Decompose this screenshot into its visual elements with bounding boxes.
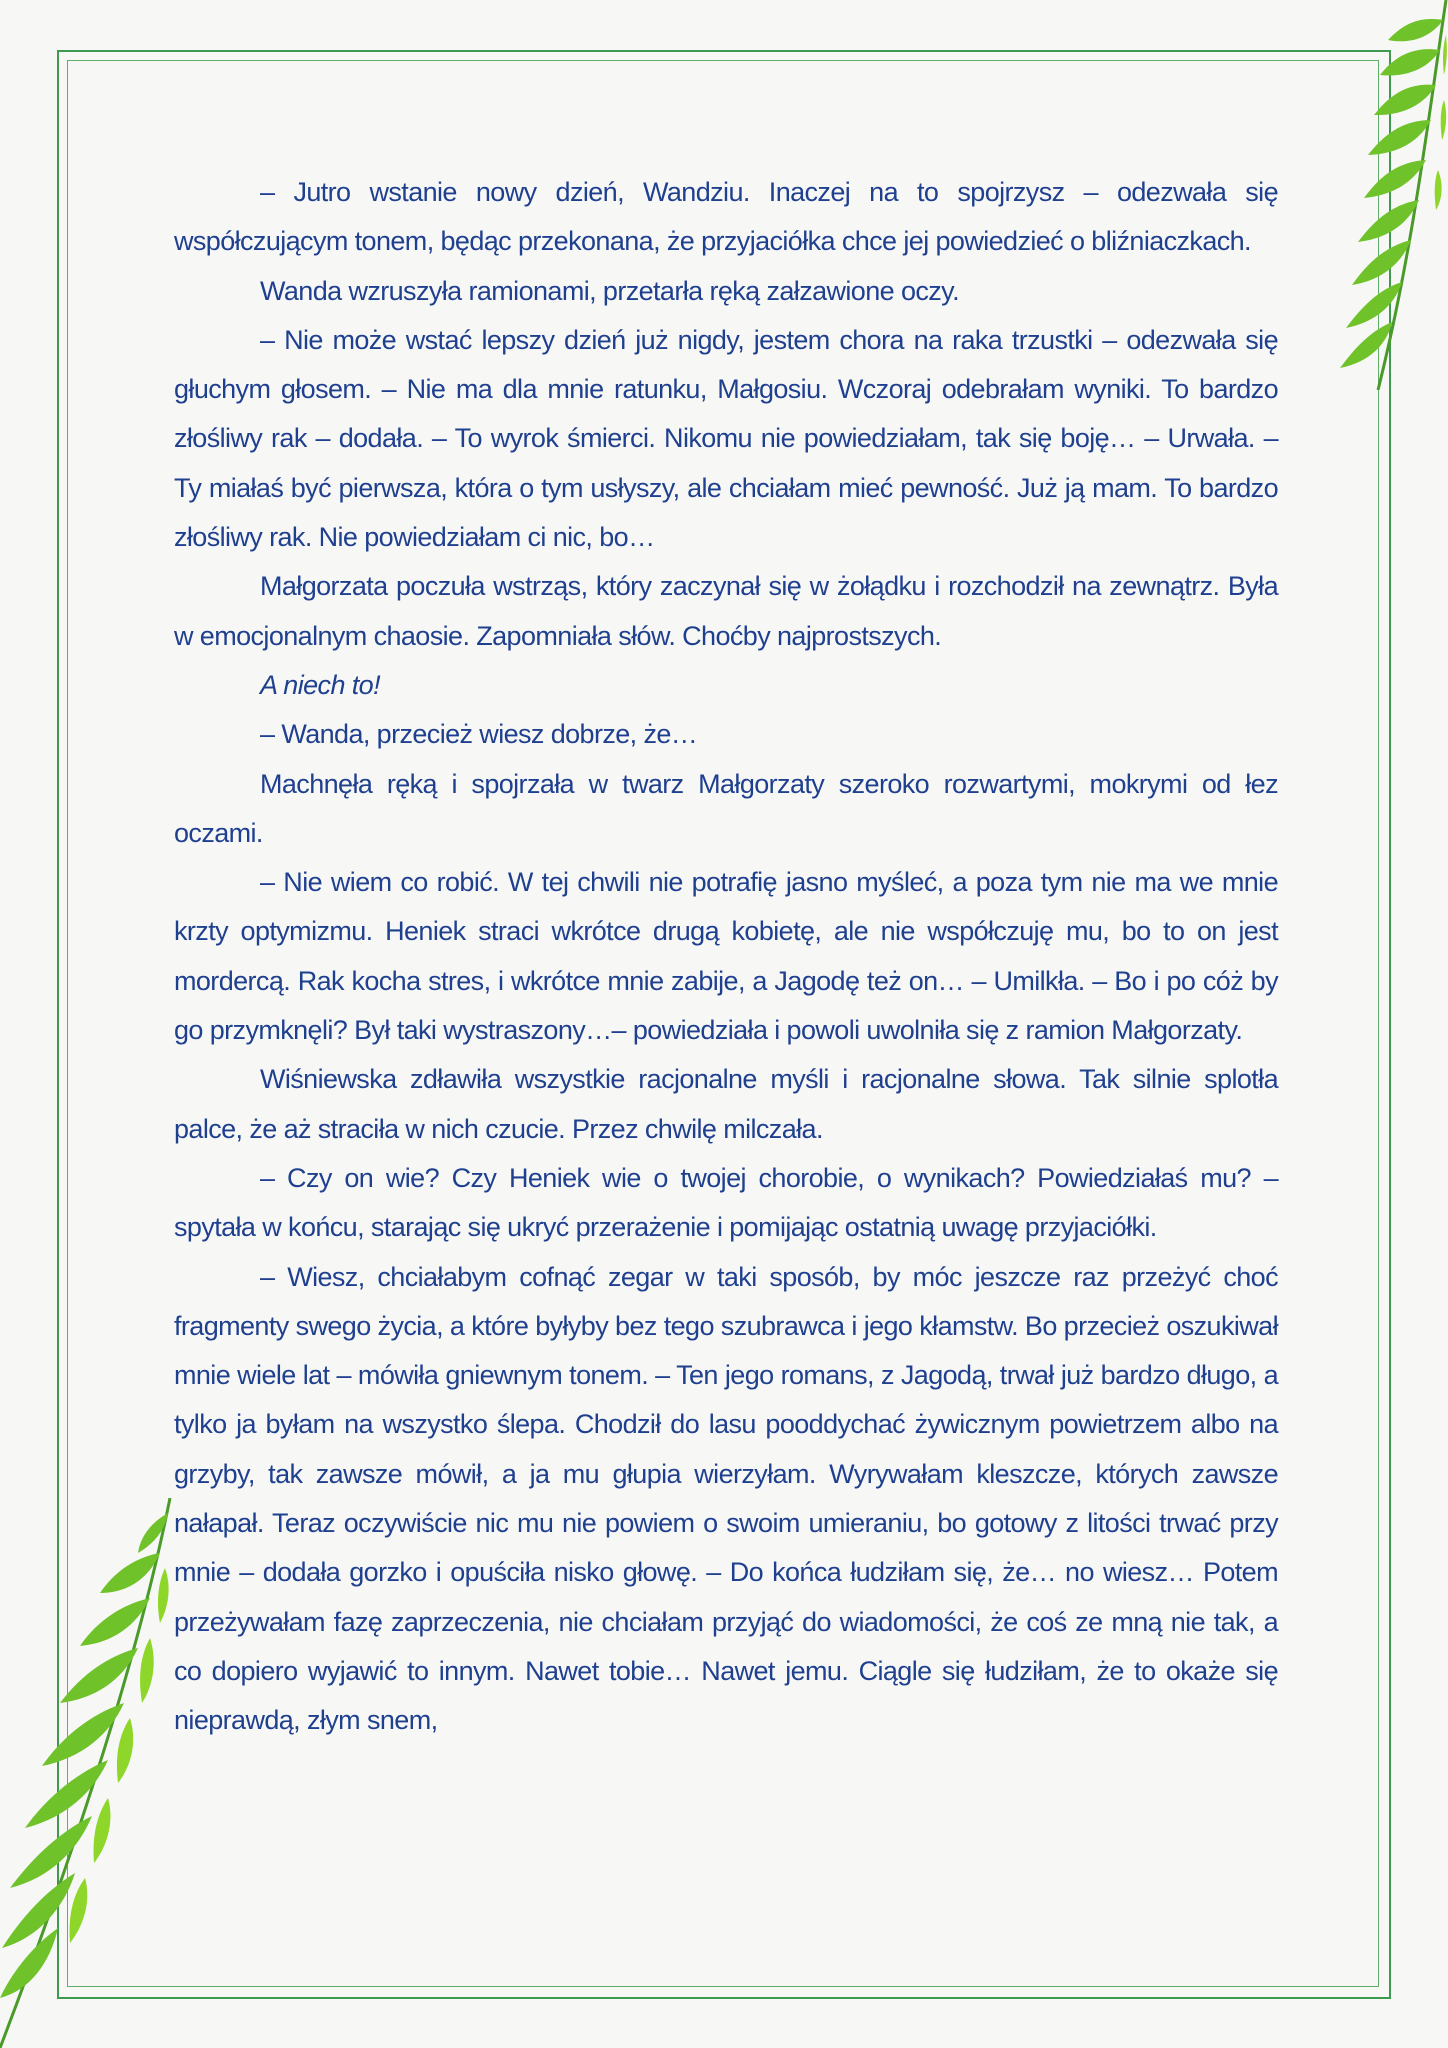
paragraph: – Wanda, przecież wiesz dobrze, że… bbox=[260, 719, 698, 750]
body-text bbox=[174, 168, 1278, 1746]
paragraph: – Wiesz, chciałabym cofnąć zegar w taki sposób, by móc jeszcze raz przeżyć choć fragmenty swego życia, a które byłyby bez tego szubrawca i jego kłamstw. Bo przecież oszukiwał mnie wiele lat – mówiła gniewnym tonem. – Ten jego romans, z Jagodą, trwał już bardzo długo, a tylko ja byłam na wszystko ślepa. Chodził do lasu pooddychać żywicznym powietrzem albo na grzyby, tak zawsze mówił, a ja mu głupia wierzyłam. Wyrywałam kleszcze, których zawsze nałapał. Teraz oczywiście nic mu nie powiem o swoim umieraniu, bo gotowy z litości trwać przy mnie – dodała gorzko i opuściła nisko głowę. – Do końca łudziłam się, że… no wiesz… Potem przeżywałam fazę zaprzeczenia, nie chciałam przyjąć do wiadomości, że coś ze mną nie tak, a co dopiero wyjawić to innym. Nawet tobie… Nawet jemu. Ciągle się łudziłam, że to okaże się nieprawdą, złym snem, bbox=[174, 1261, 1278, 1736]
paragraph: – Czy on wie? Czy Heniek wie o twojej chorobie, o wynikach? Powiedziałaś mu? – spytała w końcu, starając się ukryć przerażenie i pomijając ostatnią uwagę przyjaciółki. bbox=[174, 1162, 1278, 1243]
fern-leaf-icon bbox=[1318, 0, 1448, 390]
paragraph: Wanda wzruszyła ramionami, przetarła ręką załzawione oczy. bbox=[260, 275, 959, 306]
paragraph: – Nie wiem co robić. W tej chwili nie potrafię jasno myśleć, a poza tym nie ma we mnie krzty optymizmu. Heniek straci wkrótce drugą kobietę, ale nie współczuję mu, bo to on jest mordercą. Rak kocha stres, i wkrótce mnie zabije, a Jagodę też on… – Umilkła. – Bo i po cóż by go przymknęli? Był taki wystraszony…– powiedziała i powoli uwolniła się z ramion Małgorzaty. bbox=[174, 867, 1278, 1046]
paragraph: Wiśniewska zdławiła wszystkie racjonalne myśli i racjonalne słowa. Tak silnie splotła palce, że aż straciła w nich czucie. Przez chwilę milczała. bbox=[174, 1064, 1278, 1144]
paragraph: Machnęła ręką i spojrzała w twarz Małgorzaty szeroko rozwartymi, mokrymi od łez oczami. bbox=[174, 768, 1278, 848]
paragraph: – Jutro wstanie nowy dzień, Wandziu. Inaczej na to spojrzysz – odezwała się współczującym tonem, będąc przekonana, że przyjaciółka chce jej powiedzieć o bliźniaczkach. bbox=[174, 177, 1278, 257]
paragraph: – Nie może wstać lepszy dzień już nigdy, jestem chora na raka trzustki – odezwała się głuchym głosem. – Nie ma dla mnie ratunku, Małgosiu. Wczoraj odebrałam wyniki. To bardzo złośliwy rak – dodała. – To wyrok śmierci. Nikomu nie powiedziałam, tak się boję… – Urwała. – Ty miałaś być pierwsza, która o tym usłyszy, ale chciałam mieć pewność. Już ją mam. To bardzo złośliwy rak. Nie powiedziałam ci nic, bo… bbox=[174, 324, 1278, 553]
paragraph-italic: A niech to! bbox=[260, 669, 380, 700]
paragraph: Małgorzata poczuła wstrząs, który zaczynał się w żołądku i rozchodził na zewnątrz. Była w emocjonalnym chaosie. Zapomniała słów. Choćby najprostszych. bbox=[174, 571, 1278, 651]
fern-leaf-icon bbox=[0, 1498, 180, 2048]
